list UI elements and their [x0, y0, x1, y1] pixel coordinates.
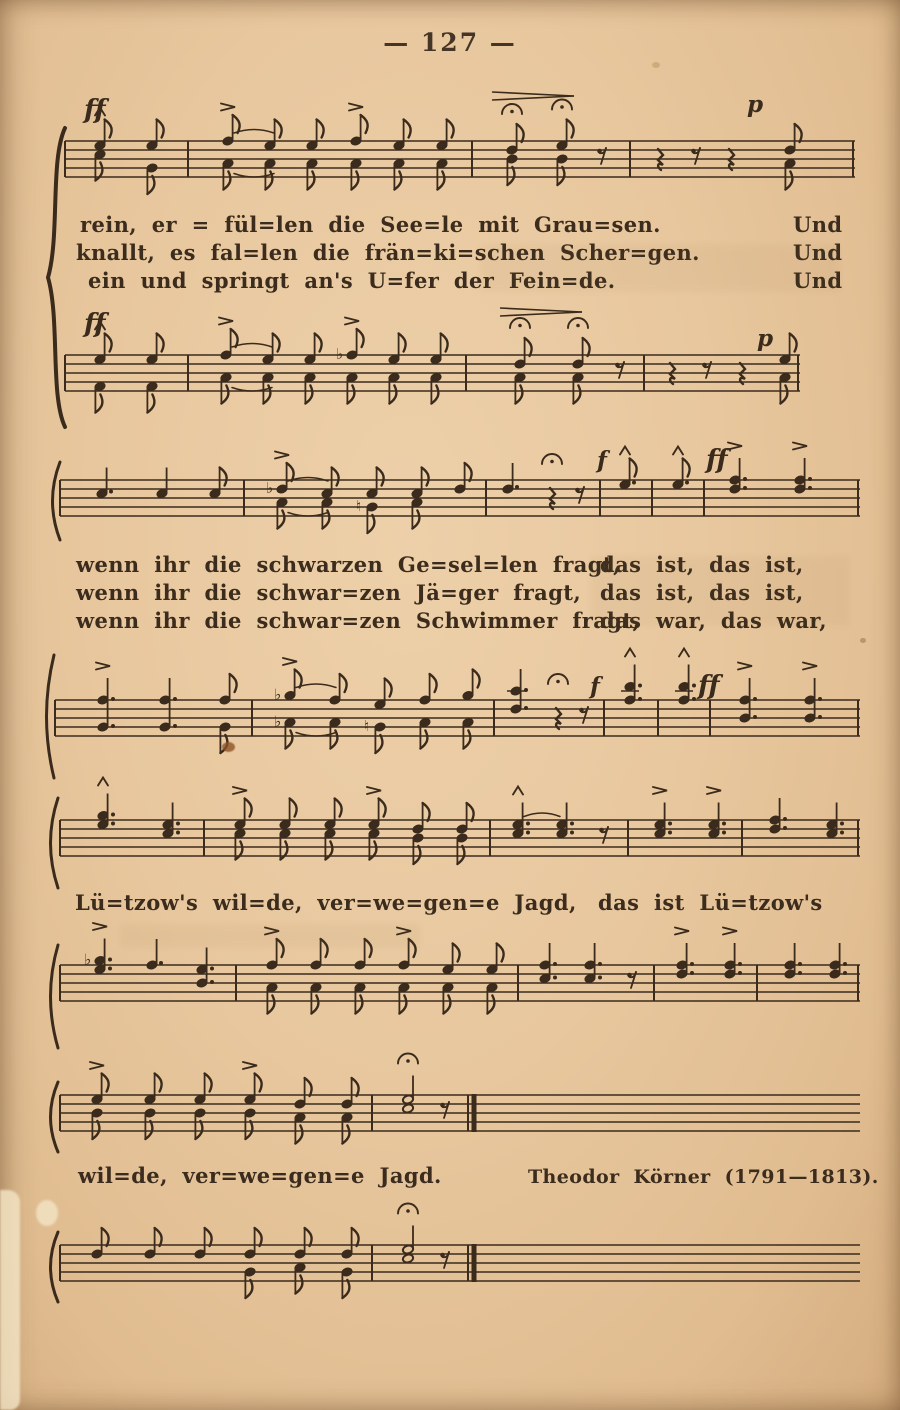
svg-text:♭: ♭: [274, 685, 282, 704]
svg-text:♮: ♮: [356, 497, 362, 515]
lyric-line-3: Lü=tzow's wil=de, ver=we=gen=e Jagd,: [75, 890, 577, 915]
page-edge-chip: [0, 1190, 20, 1410]
lyric-line-1a-und: Und: [793, 212, 843, 237]
svg-text:ff: ff: [84, 309, 106, 339]
lyric-line-2c-right: das war, das war,: [600, 608, 828, 633]
svg-text:ff: ff: [706, 445, 728, 475]
svg-text:♭: ♭: [274, 712, 282, 731]
lyric-line-1a: rein, er = fül=len die See=le mit Grau=sen.: [80, 212, 661, 237]
lyric-line-1c: ein und springt an's U=fer der Fein=de.: [88, 268, 616, 293]
svg-text:ff: ff: [84, 95, 106, 125]
composer-attribution: Theodor Körner (1791—1813).: [528, 1166, 879, 1188]
svg-text:p: p: [747, 91, 764, 118]
lyric-line-2c: wenn ihr die schwar=zen Schwimmer fragt,: [76, 608, 641, 633]
show-through-smudge: [590, 556, 850, 626]
foxing-spot: [652, 62, 660, 68]
lyric-line-final: wil=de, ver=we=gen=e Jagd.: [78, 1163, 442, 1188]
svg-text:♭: ♭: [84, 950, 92, 969]
show-through-smudge: [480, 244, 843, 293]
foxing-spot: [222, 742, 235, 752]
svg-text:p: p: [757, 325, 774, 352]
lyric-line-3-right: das ist Lü=tzow's: [598, 890, 823, 915]
page-number: — 127 —: [383, 28, 517, 57]
lyric-line-2b: wenn ihr die schwar=zen Jä=ger fragt,: [76, 580, 582, 605]
lyric-line-2a-right: das ist, das ist,: [600, 552, 804, 577]
lyric-line-2a: wenn ihr die schwarzen Ge=sel=len fragt,: [76, 552, 621, 577]
svg-text:f: f: [590, 673, 600, 700]
svg-text:♭: ♭: [266, 479, 274, 497]
lyric-line-1c-und: Und: [793, 268, 843, 293]
show-through-smudge: [120, 924, 420, 948]
svg-text:ff: ff: [698, 671, 720, 701]
svg-text:f: f: [597, 447, 607, 474]
page-edge-chip: [36, 1200, 58, 1226]
lyric-line-1b-und: Und: [793, 240, 843, 265]
svg-text:♭: ♭: [336, 345, 344, 363]
svg-text:♮: ♮: [364, 717, 370, 735]
lyric-line-1b: knallt, es fal=len die frän=ki=schen Scher=gen.: [76, 240, 700, 265]
lyric-line-2b-right: das ist, das ist,: [600, 580, 804, 605]
foxing-spot: [860, 638, 866, 643]
